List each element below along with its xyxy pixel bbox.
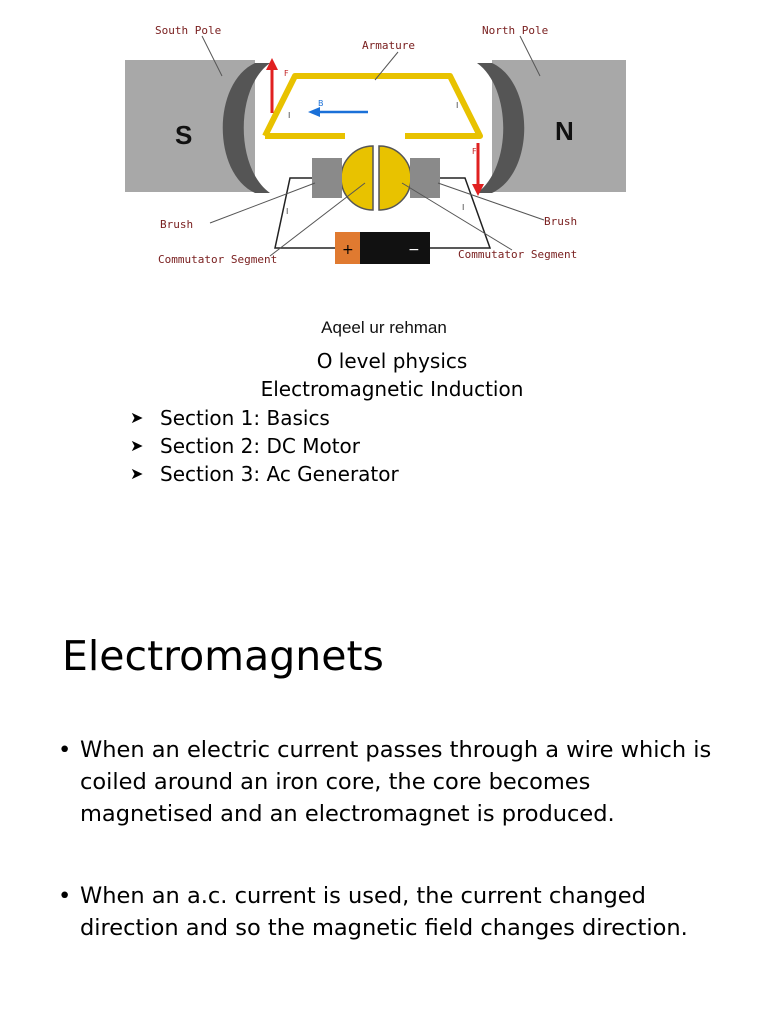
- current-label-right: I: [456, 101, 459, 110]
- bullet-item: [58, 880, 718, 944]
- force-label-left: F: [284, 69, 289, 78]
- battery-plus-label: +: [342, 242, 354, 258]
- field-arrow-head: [308, 107, 320, 117]
- topic-title: Electromagnetic Induction: [260, 377, 524, 401]
- section-list: [130, 404, 399, 488]
- section-item: [130, 404, 399, 432]
- armature-label: Armature: [362, 39, 415, 52]
- arrow-bullet-icon: ➤: [130, 464, 144, 483]
- magnet-s-letter: S: [175, 120, 193, 150]
- commutator-right-segment: [379, 146, 411, 210]
- battery-minus-label: −: [408, 242, 420, 258]
- current-label-left: I: [288, 111, 291, 120]
- section-label: Section 3: Ac Generator: [160, 462, 399, 486]
- dc-motor-diagram: [120, 18, 632, 270]
- brush-right-label: Brush: [544, 215, 578, 228]
- section-item: [130, 432, 399, 460]
- course-title: O level physics: [316, 349, 468, 373]
- bullet-dot: •: [58, 883, 72, 909]
- force-label-right: F: [472, 147, 477, 156]
- section-label: Section 2: DC Motor: [160, 434, 360, 458]
- arrow-bullet-icon: ➤: [130, 408, 144, 427]
- bullet-item: [58, 734, 718, 830]
- armature-coil: [265, 76, 480, 136]
- brush-left-label: Brush: [160, 218, 194, 231]
- section-label: Section 1: Basics: [160, 406, 330, 430]
- commutator-left-segment: [341, 146, 373, 210]
- bullet-dot: •: [58, 737, 72, 763]
- bullet-list: [58, 734, 718, 944]
- section-item: [130, 460, 399, 488]
- north-pole-label: North Pole: [482, 24, 549, 37]
- brush-left: [312, 158, 342, 198]
- commutator-right-label: Commutator Segment: [458, 248, 578, 261]
- commutator-left-label: Commutator Segment: [158, 253, 278, 266]
- author-name: Aqeel ur rehman: [321, 318, 447, 337]
- south-pole-label: South Pole: [155, 24, 222, 37]
- current-label-lower-right: I: [462, 203, 465, 212]
- field-label: B: [318, 99, 324, 108]
- bullet-text: When an electric current passes through a wire which is coiled around an iron core, the core becomes magnetised and an electromagnet is produced.: [80, 737, 712, 827]
- current-label-lower-left: I: [286, 207, 289, 216]
- magnet-n-letter: N: [555, 116, 574, 146]
- brush-right: [410, 158, 440, 198]
- bullet-text: When an a.c. current is used, the current changed direction and so the magnetic field changes direction.: [80, 883, 688, 941]
- arrow-bullet-icon: ➤: [130, 436, 144, 455]
- slide-heading: Electromagnets: [62, 632, 384, 680]
